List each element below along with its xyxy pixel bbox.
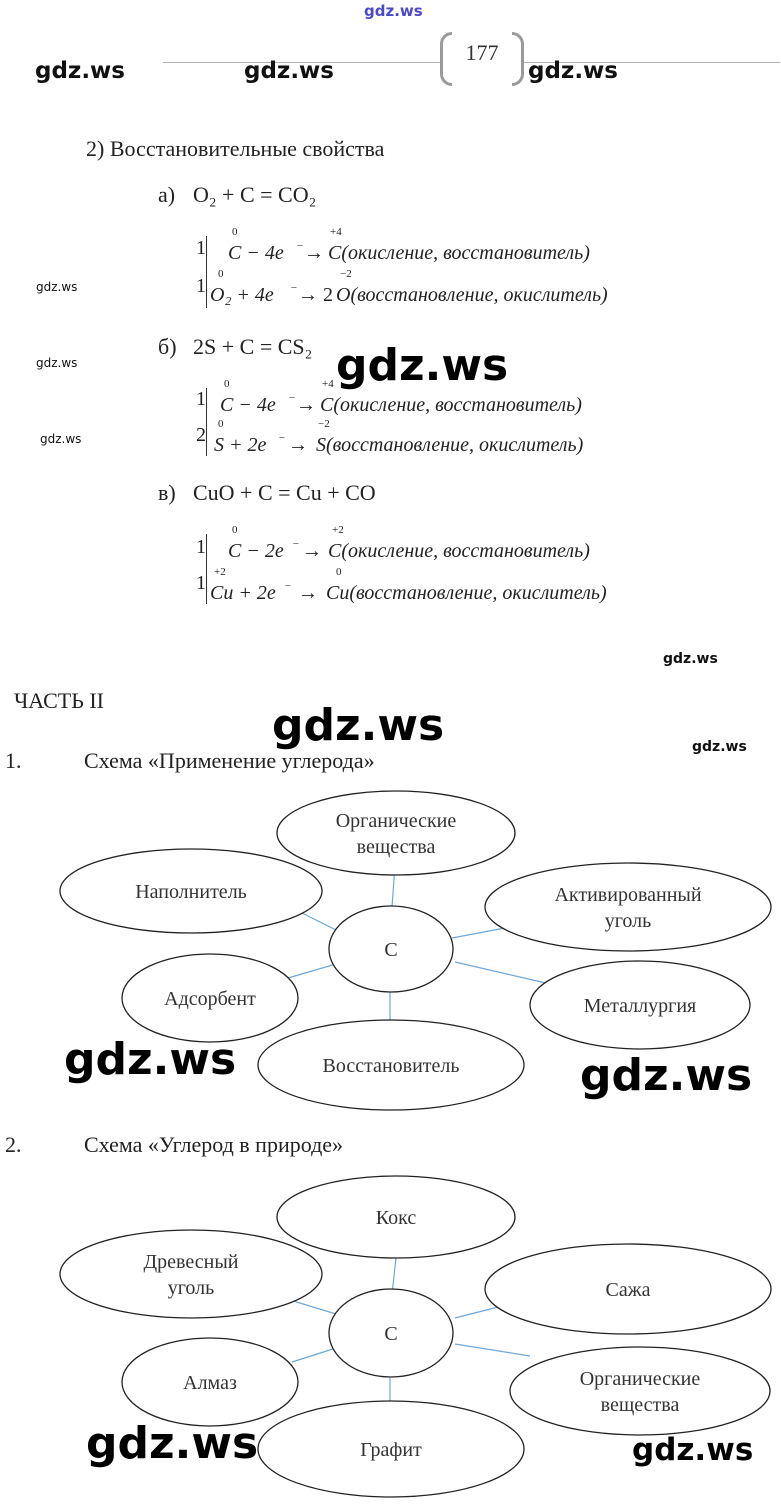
half-reaction-lhs: S + 2e [214, 434, 267, 456]
oxidation-state: +4 [330, 226, 342, 238]
superscript: − [292, 538, 300, 550]
superscript: − [288, 392, 296, 404]
scheme-title: Схема «Углерод в природе» [84, 1132, 344, 1157]
equation: O₂ + C = CO₂ [193, 182, 317, 207]
node-label: Кокс [375, 1207, 417, 1229]
oxidation-state: 0 [232, 226, 238, 238]
item-number: 2. [5, 1132, 22, 1157]
balance-bar [206, 388, 207, 456]
equation: CuO + C = Cu + CO [193, 480, 376, 505]
node-activated-carbon [485, 863, 771, 951]
half-reaction-lhs: C − 4e [228, 242, 284, 264]
oxidation-state: 0 [218, 418, 224, 430]
node-label: Восстановитель [322, 1055, 460, 1077]
node-label: Металлургия [583, 995, 697, 1017]
superscript: − [290, 282, 298, 294]
half-reaction-lhs: C − 2e [228, 540, 284, 562]
half-reaction-lhs: O₂ + 4e [210, 284, 274, 306]
node-label: вещества [356, 836, 436, 858]
watermark: gdz.ws [36, 356, 78, 370]
scheme-title: Схема «Применение углерода» [84, 748, 375, 773]
superscript: − [296, 240, 304, 252]
watermark: gdz.ws [35, 58, 125, 84]
watermark: gdz.ws [364, 2, 423, 20]
coefficient: 1 [196, 275, 206, 297]
arrow: → [288, 434, 308, 456]
part-heading: ЧАСТЬ II [14, 688, 104, 713]
connector-line [455, 962, 550, 984]
connector-line [455, 1344, 530, 1356]
half-reaction-rhs: C(окисление, восстановитель) [328, 540, 590, 562]
oxidation-state: −2 [340, 268, 352, 280]
superscript: − [278, 432, 286, 444]
watermark: gdz.ws [663, 651, 718, 667]
watermark: gdz.ws [272, 700, 445, 751]
item-label: б) [158, 334, 177, 359]
arrow: → 2 [298, 284, 333, 306]
node-label: Наполнитель [135, 881, 247, 903]
equation: 2S + C = CS₂ [193, 334, 313, 359]
item-label: а) [158, 182, 176, 207]
node-label: Сажа [605, 1279, 651, 1301]
node-label-center: C [384, 1323, 398, 1345]
node-label: Органические [335, 810, 457, 832]
page-number: 177 [465, 40, 499, 65]
superscript: − [284, 580, 292, 592]
node-label: Алмаз [183, 1372, 237, 1394]
arrow: → [302, 540, 322, 562]
coefficient: 1 [196, 388, 206, 410]
balance-bar [206, 534, 207, 604]
node-label: вещества [600, 1394, 680, 1416]
half-reaction-rhs: O(восстановление, окислитель) [336, 284, 608, 306]
coefficient: 1 [196, 536, 206, 558]
watermark: gdz.ws [40, 432, 82, 446]
watermark: gdz.ws [528, 58, 618, 84]
coefficient: 1 [196, 572, 206, 594]
half-reaction-rhs: S(восстановление, окислитель) [316, 434, 584, 456]
half-reaction-lhs: Cu + 2e [210, 582, 276, 604]
item-number: 1. [5, 748, 22, 773]
item-label: в) [158, 480, 176, 505]
connector-line [455, 1306, 502, 1318]
node-label: Адсорбент [164, 988, 256, 1010]
connector-line [290, 1300, 336, 1314]
page-number-box [440, 30, 524, 90]
oxidation-state: +4 [322, 378, 334, 390]
arrow: → [296, 394, 316, 416]
node-label: Активированный [554, 884, 702, 906]
balance-bar [206, 236, 207, 308]
watermark: gdz.ws [632, 1432, 754, 1468]
oxidation-state: 0 [224, 378, 230, 390]
watermark: gdz.ws [580, 1050, 753, 1101]
node-label-center: C [384, 939, 398, 961]
half-reaction-rhs: C(окисление, восстановитель) [328, 242, 590, 264]
half-reaction-rhs: C(окисление, восстановитель) [320, 394, 582, 416]
section-title: 2) Восстановительные свойства [86, 136, 385, 161]
node-organic-substances [510, 1347, 770, 1435]
coefficient: 2 [196, 424, 206, 446]
arrow: → [304, 242, 324, 264]
node-label: уголь [167, 1277, 215, 1299]
node-label: Древесный [143, 1251, 239, 1273]
watermark: gdz.ws [244, 58, 334, 84]
oxidation-state: 0 [232, 524, 238, 536]
node-label: Органические [579, 1368, 701, 1390]
watermark: gdz.ws [64, 1034, 237, 1085]
oxidation-state: +2 [214, 566, 226, 578]
oxidation-state: +2 [332, 524, 344, 536]
node-organic-substances [277, 791, 515, 875]
half-reaction-rhs: Cu(восстановление, окислитель) [326, 582, 607, 604]
node-label: Графит [360, 1439, 422, 1461]
node-label: уголь [604, 910, 652, 932]
oxidation-state: −2 [318, 418, 330, 430]
arrow: → [298, 582, 318, 604]
coefficient: 1 [196, 237, 206, 259]
half-reaction-lhs: C − 4e [220, 394, 276, 416]
watermark: gdz.ws [336, 340, 509, 391]
oxidation-state: 0 [218, 268, 224, 280]
watermark: gdz.ws [86, 1418, 259, 1469]
watermark: gdz.ws [36, 280, 78, 294]
connector-line [292, 1348, 336, 1362]
connector-line [288, 964, 336, 978]
connector-line [452, 928, 505, 938]
oxidation-state: 0 [336, 566, 342, 578]
node-charcoal [60, 1230, 322, 1318]
watermark: gdz.ws [692, 739, 747, 755]
